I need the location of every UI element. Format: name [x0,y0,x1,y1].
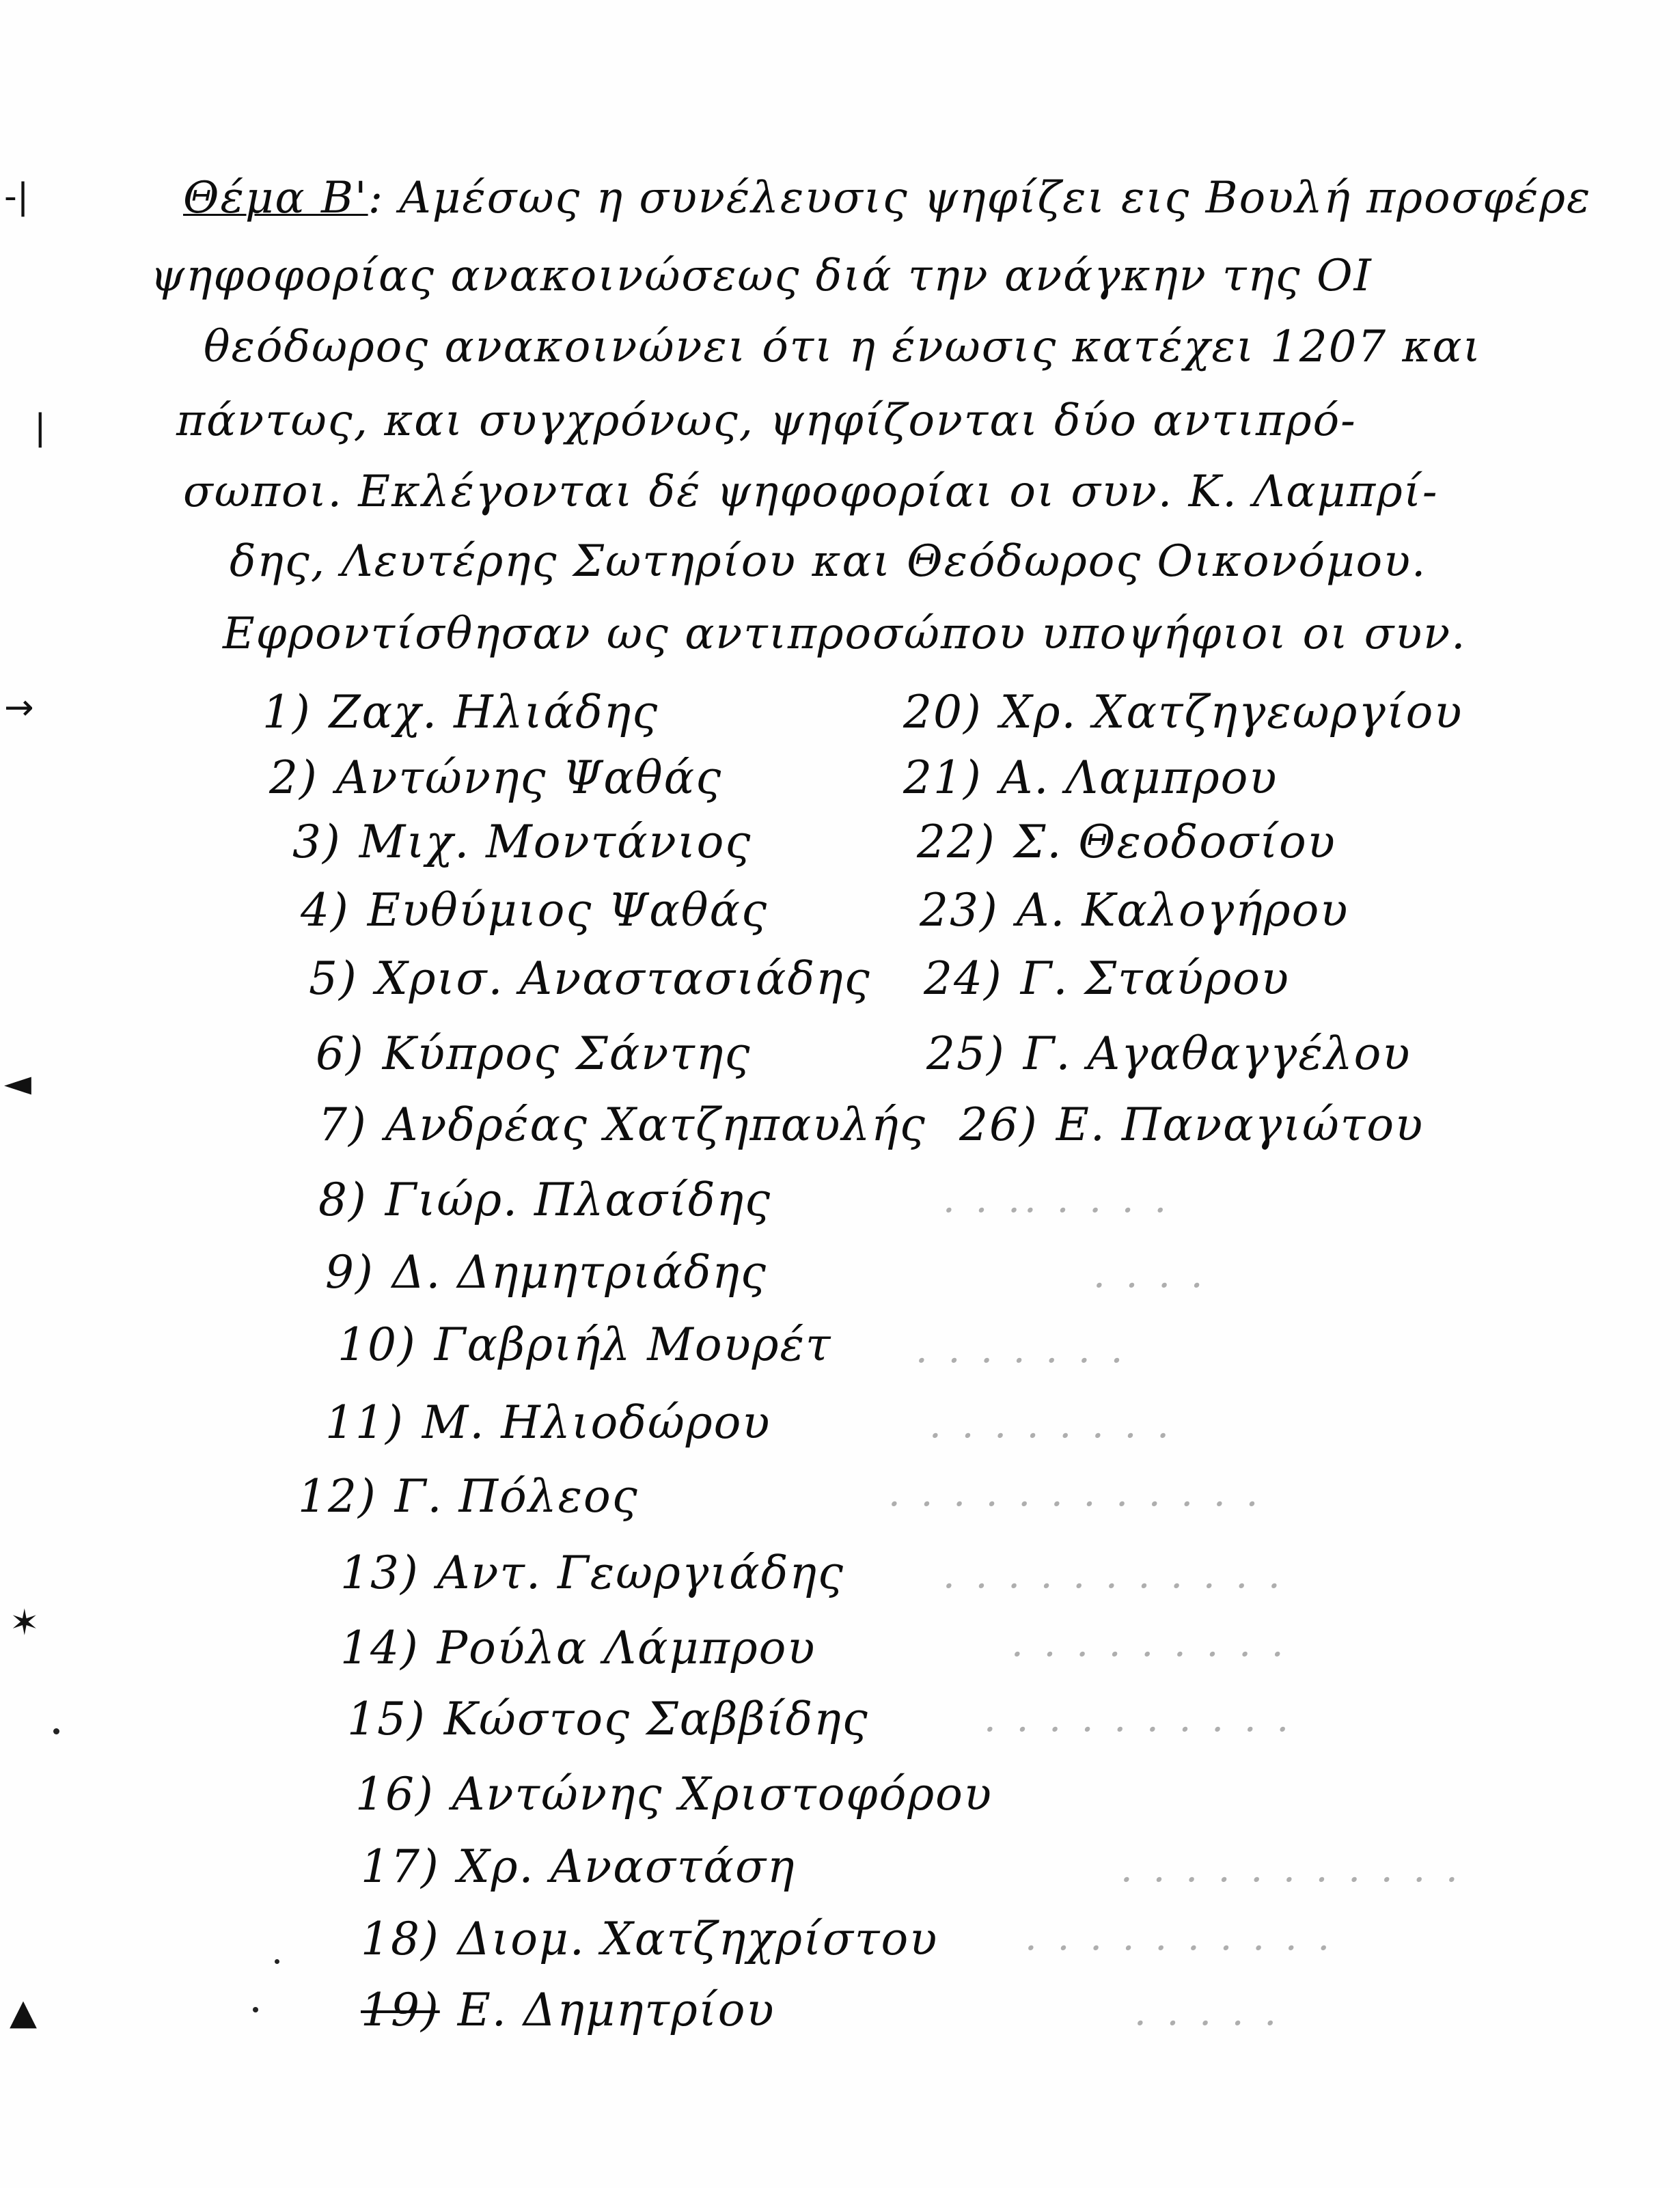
margin-mark-3: → [4,687,34,728]
list-item: 9) Δ. Δημητριάδης [325,1246,768,1299]
scan-artifact: · · · · · · · · [929,1414,1174,1458]
scan-artifact: · · · · · · · · · · · [1120,1858,1462,1902]
list-item: 3) Μιχ. Μοντάνιος [292,816,752,868]
list-item: 15) Κώστος Σαββίδης [347,1693,869,1745]
paragraph-line-4: πάντως, και συγχρόνως, ψηφίζονται δύο αντιπρό- [176,396,1357,446]
list-item: 22) Σ. Θεοδοσίου [917,816,1336,868]
heading-rest: : Αμέσως η συνέλευσις ψηφίζει εις Βουλή προσφέρε [368,173,1592,223]
scan-artifact: · · · · · · · · · · [1025,1926,1334,1971]
scan-artifact: · · · · · · · · · [1011,1633,1288,1677]
paragraph-line-6: δης, Λευτέρης Σωτηρίου και Θεόδωρος Οικονόμου. [230,536,1427,587]
speck [253,2007,258,2012]
margin-mark-4: ◄ [4,1063,31,1104]
paragraph-line-7: Εφροντίσθησαν ως αντιπροσώπου υποψήφιοι οι συν. [223,609,1467,659]
scan-artifact: · · · · · · · · · · · [943,1564,1284,1609]
paragraph-line-3: θεόδωρος ανακοινώνει ότι η ένωσις κατέχει 1207 και [204,322,1482,372]
list-item: 10) Γαβριήλ Μουρέτ [338,1318,832,1371]
margin-mark-5: ✶ [10,1603,40,1644]
list-item: 23) Α. Καλογήρου [920,884,1349,937]
scan-artifact: · · · · · [1134,2002,1281,2046]
paragraph-line-2: ψηφοφορίας ανακοινώσεως διά την ανάγκην της ΟΙ [150,251,1373,301]
list-item: 14) Ρούλα Λάμπρου [340,1622,816,1674]
margin-mark-2: | [34,407,46,448]
heading-title: Θέμα Β' [183,173,368,223]
scan-artifact: · · · · · · · · · · · · [888,1482,1263,1527]
list-item: 5) Χρισ. Αναστασιάδης [309,952,871,1005]
list-item: 11) Μ. Ηλιοδώρου [325,1396,771,1449]
scan-artifact: · · · · · · · [915,1339,1127,1383]
list-item: 6) Κύπρος Σάντης [316,1027,752,1080]
list-item: 25) Γ. Αγαθαγγέλου [926,1027,1412,1080]
paragraph-line-5: σωποι. Εκλέγονται δέ ψηφοφορίαι οι συν. Κ. Λαμπρί- [183,467,1439,517]
list-item: 17) Χρ. Αναστάση [361,1840,796,1893]
scan-artifact: · · · · [1093,1264,1207,1308]
list-item: 19) Ε. Δημητρίου [361,1984,775,2036]
list-item: 1) Ζαχ. Ηλιάδης [262,686,659,738]
list-item: 13) Αντ. Γεωργιάδης [340,1547,844,1599]
list-item: 4) Ευθύμιος Ψαθάς [301,884,769,937]
list-item: 21) Α. Λαμπρου [903,751,1278,804]
list-item: 24) Γ. Σταύρου [924,952,1291,1005]
list-item: 18) Διομ. Χατζηχρίστου [361,1913,939,1965]
margin-mark-6: ▲ [10,1992,37,2033]
list-item: 26) Ε. Παναγιώτου [959,1098,1424,1151]
speck [275,1959,279,1964]
list-item: 12) Γ. Πόλεος [298,1470,639,1523]
list-item: 2) Αντώνης Ψαθάς [269,751,723,804]
margin-mark-1: -| [4,176,29,217]
scan-artifact: · · ·· · · · · [943,1189,1171,1233]
list-item: 7) Ανδρέας Χατζηπαυλής [318,1098,926,1151]
speck [53,1728,59,1734]
list-item: 20) Χρ. Χατζηγεωργίου [903,686,1463,738]
paragraph-line-1 [183,173,1592,223]
scan-artifact: · · · · · · · · · · [984,1708,1293,1752]
list-item: 16) Αντώνης Χριστοφόρου [355,1768,993,1820]
list-item: 8) Γιώρ. Πλασίδης [318,1174,772,1226]
